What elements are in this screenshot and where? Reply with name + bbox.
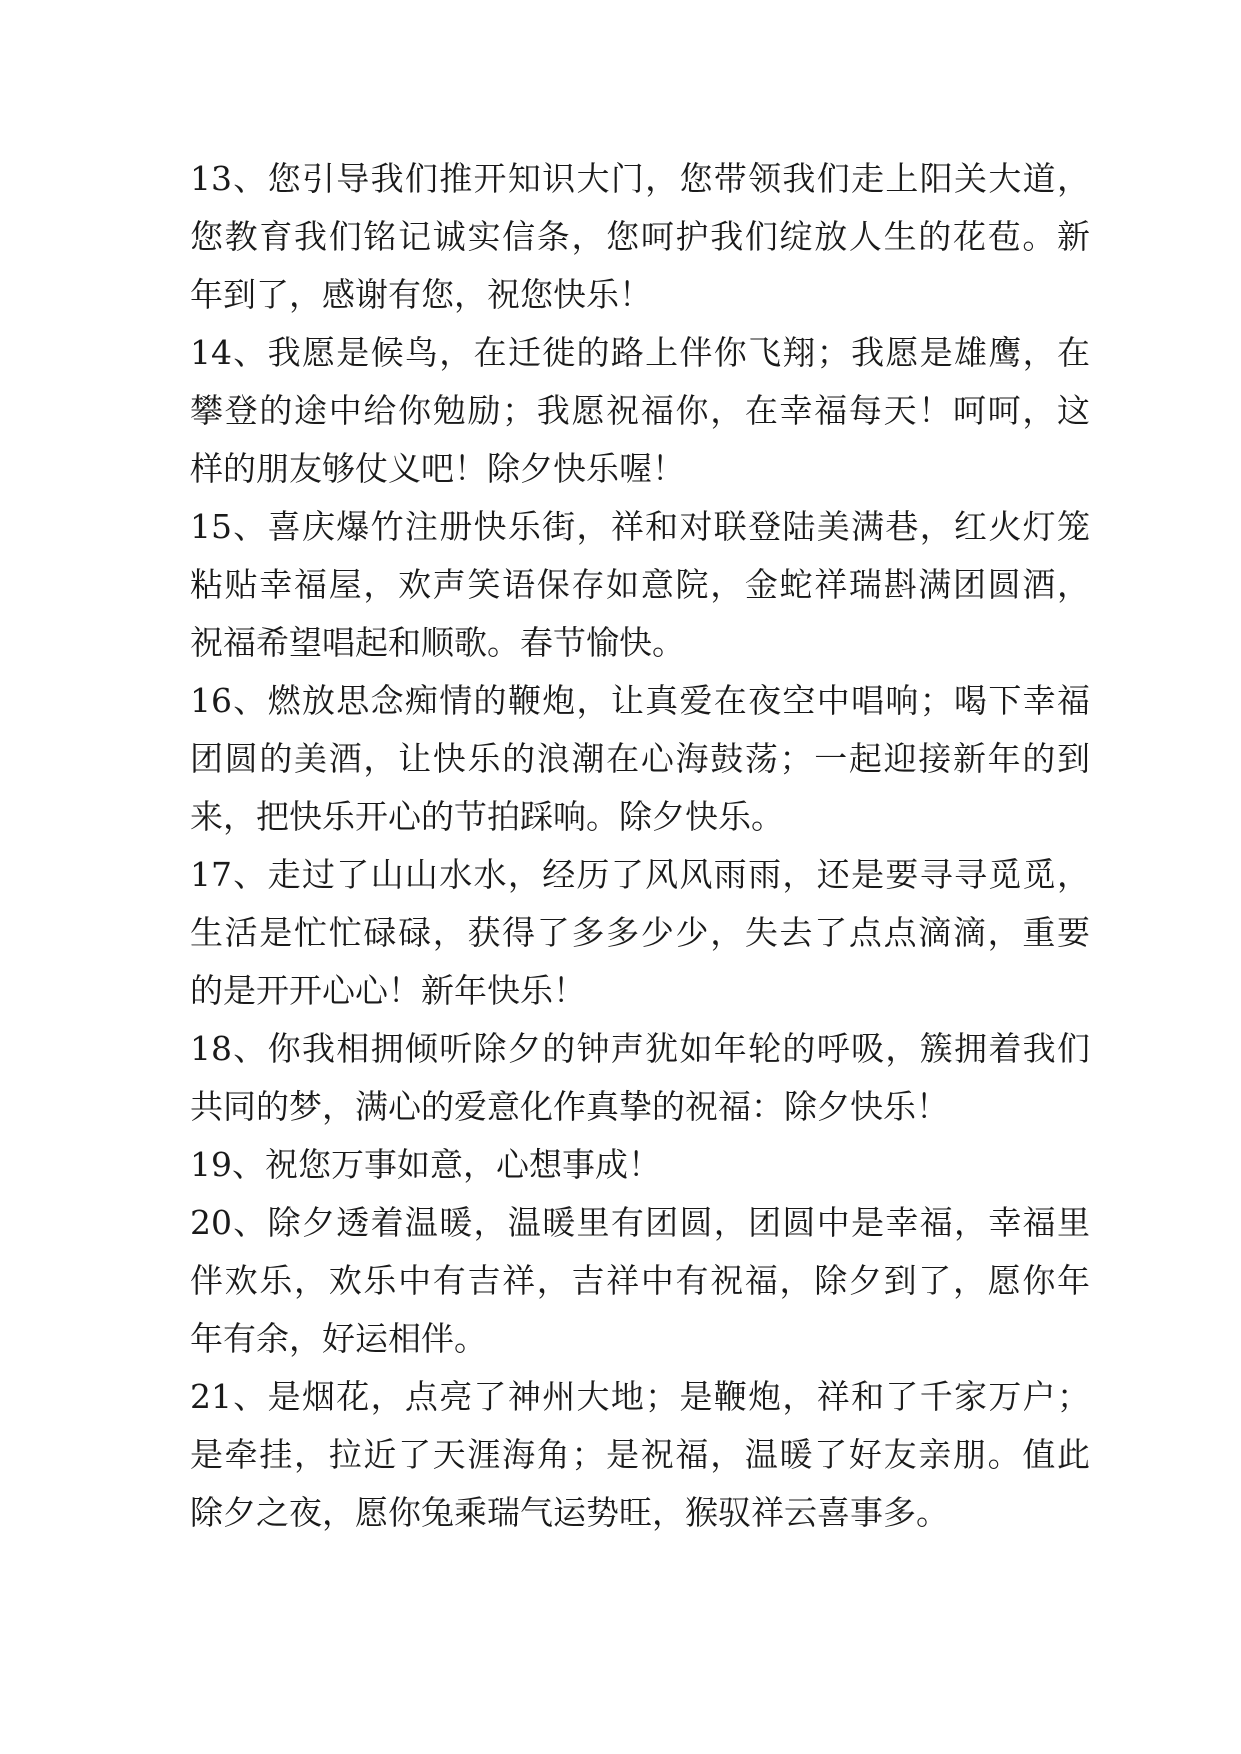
text-line-5: 攀登的途中给你勉励；我愿祝福你，在幸福每天！呵呵，这 bbox=[190, 391, 1090, 430]
text-line-21: 年有余，好运相伴。 bbox=[190, 1319, 487, 1358]
text-line-8: 粘贴幸福屋，欢声笑语保存如意院，金蛇祥瑞斟满团圆酒， bbox=[190, 565, 1090, 604]
text-line-11: 团圆的美酒，让快乐的浪潮在心海鼓荡；一起迎接新年的到 bbox=[190, 739, 1090, 778]
text-line-20: 伴欢乐，欢乐中有吉祥，吉祥中有祝福，除夕到了，愿你年 bbox=[190, 1261, 1090, 1300]
text-line-1: 13、您引导我们推开知识大门，您带领我们走上阳关大道， bbox=[190, 159, 1090, 198]
text-line-3: 年到了，感谢有您，祝您快乐！ bbox=[190, 275, 652, 314]
text-line-15: 的是开开心心！新年快乐！ bbox=[190, 971, 586, 1010]
text-line-19: 20、除夕透着温暖，温暖里有团圆，团圆中是幸福，幸福里 bbox=[190, 1203, 1090, 1242]
text-line-6: 样的朋友够仗义吧！除夕快乐喔！ bbox=[190, 449, 685, 488]
text-line-24: 除夕之夜，愿你兔乘瑞气运势旺，猴驭祥云喜事多。 bbox=[190, 1493, 949, 1532]
text-line-13: 17、走过了山山水水，经历了风风雨雨，还是要寻寻觅觅， bbox=[190, 855, 1090, 894]
text-line-16: 18、你我相拥倾听除夕的钟声犹如年轮的呼吸，簇拥着我们 bbox=[190, 1029, 1090, 1068]
document-body bbox=[190, 150, 1090, 1542]
text-line-9: 祝福希望唱起和顺歌。春节愉快。 bbox=[190, 623, 685, 662]
text-line-23: 是牵挂，拉近了天涯海角；是祝福，温暖了好友亲朋。值此 bbox=[190, 1435, 1090, 1474]
text-line-4: 14、我愿是候鸟，在迁徙的路上伴你飞翔；我愿是雄鹰，在 bbox=[190, 333, 1090, 372]
text-line-7: 15、喜庆爆竹注册快乐街，祥和对联登陆美满巷，红火灯笼 bbox=[190, 507, 1090, 546]
text-line-17: 共同的梦，满心的爱意化作真挚的祝福：除夕快乐！ bbox=[190, 1087, 949, 1126]
text-line-22: 21、是烟花，点亮了神州大地；是鞭炮，祥和了千家万户； bbox=[190, 1377, 1090, 1416]
text-line-2: 您教育我们铭记诚实信条，您呵护我们绽放人生的花苞。新 bbox=[190, 217, 1090, 256]
text-line-14: 生活是忙忙碌碌，获得了多多少少，失去了点点滴滴，重要 bbox=[190, 913, 1090, 952]
text-line-12: 来，把快乐开心的节拍踩响。除夕快乐。 bbox=[190, 797, 784, 836]
text-line-10: 16、燃放思念痴情的鞭炮，让真爱在夜空中唱响；喝下幸福 bbox=[190, 681, 1090, 720]
text-line-18: 19、祝您万事如意，心想事成！ bbox=[190, 1145, 661, 1184]
